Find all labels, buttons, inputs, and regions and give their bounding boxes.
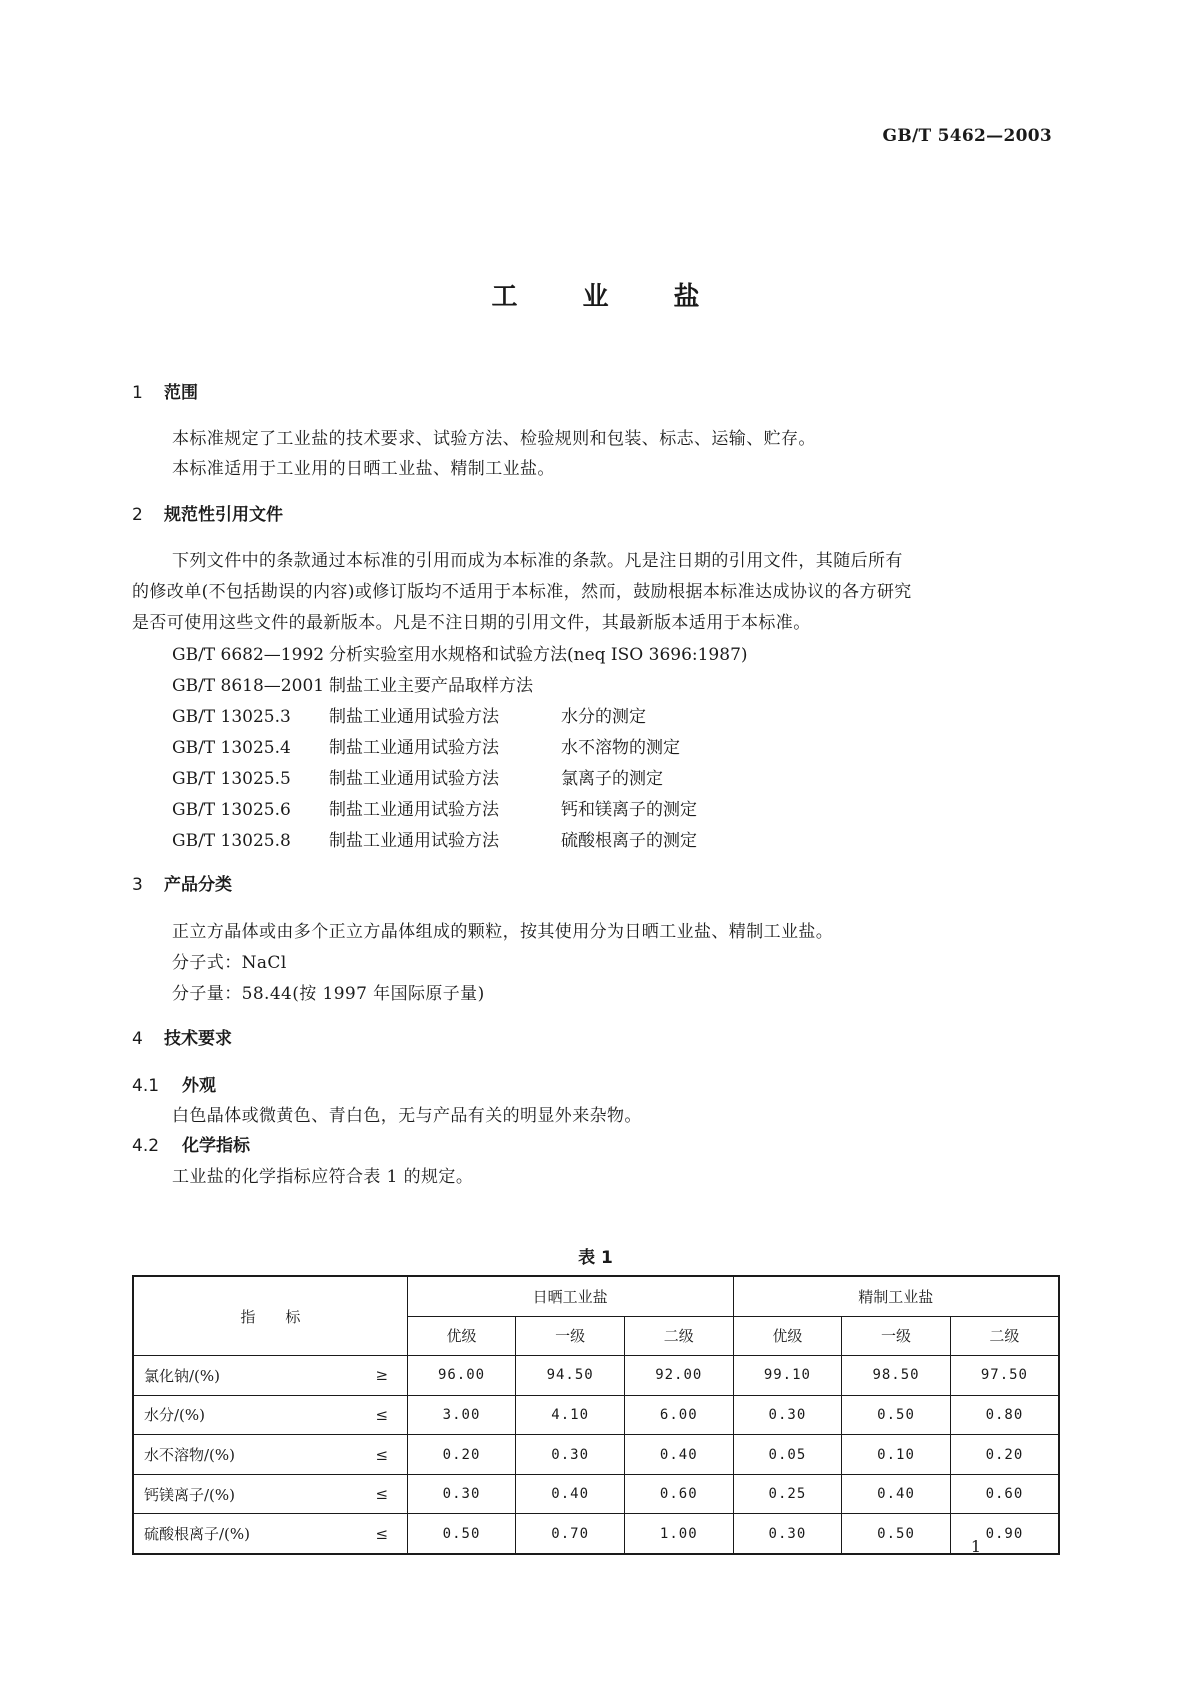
table-cell: 0.50	[842, 1514, 951, 1554]
section-title: 技术要求	[164, 1029, 232, 1049]
row-label: 钙镁离子/(%)	[133, 1474, 357, 1514]
header-grade: 二级	[624, 1316, 733, 1356]
table-cell: 0.20	[950, 1435, 1059, 1475]
header-grade: 二级	[950, 1316, 1059, 1356]
reference-title: 制盐工业通用试验方法	[329, 831, 499, 851]
reference-subtitle: 水不溶物的测定	[561, 738, 680, 758]
reference-code: GB/T 13025.5	[172, 769, 291, 789]
reference-item	[172, 702, 646, 727]
reference-item	[172, 764, 663, 789]
table-cell: 94.50	[516, 1356, 625, 1396]
table-cell: 0.05	[733, 1435, 842, 1475]
row-label: 水分/(%)	[133, 1395, 357, 1435]
section-title: 产品分类	[164, 875, 232, 895]
table-cell: 99.10	[733, 1356, 842, 1396]
reference-code: GB/T 6682—1992	[172, 645, 325, 665]
table-row	[133, 1474, 1059, 1514]
section-title: 范围	[164, 383, 198, 403]
reference-title: 制盐工业通用试验方法	[329, 707, 499, 727]
table-cell: 0.40	[624, 1435, 733, 1475]
paragraph: 分子量：58.44(按 1997 年国际原子量)	[172, 984, 485, 1004]
standard-code: GB/T 5462—2003	[882, 126, 1052, 146]
table-row	[133, 1435, 1059, 1475]
table-cell: 0.40	[516, 1474, 625, 1514]
reference-code: GB/T 13025.4	[172, 738, 291, 758]
table-header-row	[133, 1276, 1059, 1316]
subsection-4-1-heading	[132, 1071, 216, 1096]
section-1-heading	[132, 378, 198, 403]
table-cell: 1.00	[624, 1514, 733, 1554]
table-cell: 0.30	[407, 1474, 516, 1514]
reference-code: GB/T 13025.6	[172, 800, 291, 820]
table-cell: 0.25	[733, 1474, 842, 1514]
row-comparator: ≤	[357, 1435, 407, 1475]
header-index: 指 标	[133, 1276, 407, 1356]
row-comparator: ≥	[357, 1356, 407, 1396]
header-group: 日晒工业盐	[407, 1276, 733, 1316]
reference-item	[172, 640, 748, 665]
table-cell: 0.30	[516, 1435, 625, 1475]
reference-title: 制盐工业通用试验方法	[329, 738, 499, 758]
header-group: 精制工业盐	[733, 1276, 1059, 1316]
subsection-4-2-heading	[132, 1131, 250, 1156]
reference-subtitle: 氯离子的测定	[561, 769, 663, 789]
paragraph: 白色晶体或微黄色、青白色，无与产品有关的明显外来杂物。	[172, 1106, 642, 1126]
paragraph: 分子式：NaCl	[172, 953, 287, 973]
reference-code: GB/T 8618—2001	[172, 676, 325, 696]
chemical-index-table	[132, 1275, 1060, 1555]
table-cell: 0.30	[733, 1514, 842, 1554]
section-2-heading	[132, 500, 283, 525]
document-title: 工 业 盐	[491, 282, 728, 312]
section-3-heading	[132, 870, 232, 895]
section-number: 1	[132, 383, 143, 403]
reference-item	[172, 671, 533, 696]
reference-subtitle: 水分的测定	[561, 707, 646, 727]
reference-title: 分析实验室用水规格和试验方法(neq ISO 3696:1987)	[329, 645, 748, 665]
paragraph: 下列文件中的条款通过本标准的引用而成为本标准的条款。凡是注日期的引用文件，其随后所有	[172, 551, 903, 571]
paragraph: 正立方晶体或由多个正立方晶体组成的颗粒，按其使用分为日晒工业盐、精制工业盐。	[172, 922, 834, 942]
table-cell: 0.50	[842, 1395, 951, 1435]
row-comparator: ≤	[357, 1514, 407, 1554]
section-4-heading	[132, 1024, 232, 1049]
section-number: 4.1	[132, 1076, 160, 1096]
paragraph: 工业盐的化学指标应符合表 1 的规定。	[172, 1167, 474, 1187]
table-cell: 0.50	[407, 1514, 516, 1554]
reference-title: 制盐工业通用试验方法	[329, 800, 499, 820]
table-cell: 4.10	[516, 1395, 625, 1435]
header-grade: 一级	[516, 1316, 625, 1356]
header-grade: 优级	[733, 1316, 842, 1356]
table-row	[133, 1356, 1059, 1396]
table-cell: 96.00	[407, 1356, 516, 1396]
table-cell: 0.40	[842, 1474, 951, 1514]
table-cell: 0.30	[733, 1395, 842, 1435]
row-comparator: ≤	[357, 1395, 407, 1435]
page-number: 1	[970, 1537, 981, 1556]
reference-code: GB/T 13025.8	[172, 831, 291, 851]
section-title: 规范性引用文件	[164, 505, 283, 525]
paragraph: 是否可使用这些文件的最新版本。凡是不注日期的引用文件，其最新版本适用于本标准。	[132, 613, 811, 633]
reference-subtitle: 钙和镁离子的测定	[561, 800, 697, 820]
header-grade: 一级	[842, 1316, 951, 1356]
table-cell: 92.00	[624, 1356, 733, 1396]
reference-item	[172, 795, 697, 820]
table-cell: 3.00	[407, 1395, 516, 1435]
table-row	[133, 1395, 1059, 1435]
paragraph: 本标准规定了工业盐的技术要求、试验方法、检验规则和包装、标志、运输、贮存。	[172, 429, 816, 449]
reference-item	[172, 826, 697, 851]
table-cell: 6.00	[624, 1395, 733, 1435]
table-cell: 0.20	[407, 1435, 516, 1475]
row-label: 水不溶物/(%)	[133, 1435, 357, 1475]
header-grade: 优级	[407, 1316, 516, 1356]
section-title: 化学指标	[182, 1136, 250, 1156]
table-cell: 0.70	[516, 1514, 625, 1554]
reference-title: 制盐工业通用试验方法	[329, 769, 499, 789]
paragraph: 的修改单(不包括勘误的内容)或修订版均不适用于本标准，然而，鼓励根据本标准达成协议的各方研究	[132, 582, 912, 602]
section-title: 外观	[182, 1076, 216, 1096]
row-label: 氯化钠/(%)	[133, 1356, 357, 1396]
row-label: 硫酸根离子/(%)	[133, 1514, 357, 1554]
section-number: 2	[132, 505, 143, 525]
row-comparator: ≤	[357, 1474, 407, 1514]
section-number: 4.2	[132, 1136, 160, 1156]
table-cell: 0.60	[624, 1474, 733, 1514]
table-cell: 0.60	[950, 1474, 1059, 1514]
paragraph: 本标准适用于工业用的日晒工业盐、精制工业盐。	[172, 459, 555, 479]
reference-code: GB/T 13025.3	[172, 707, 291, 727]
table-row	[133, 1514, 1059, 1554]
reference-title: 制盐工业主要产品取样方法	[329, 676, 533, 696]
table-cell: 0.90	[950, 1514, 1059, 1554]
section-number: 3	[132, 875, 143, 895]
reference-subtitle: 硫酸根离子的测定	[561, 831, 697, 851]
table-cell: 0.10	[842, 1435, 951, 1475]
reference-item	[172, 733, 680, 758]
table-cell: 97.50	[950, 1356, 1059, 1396]
section-number: 4	[132, 1029, 143, 1049]
table-cell: 98.50	[842, 1356, 951, 1396]
table-cell: 0.80	[950, 1395, 1059, 1435]
table-caption: 表 1	[578, 1248, 613, 1268]
